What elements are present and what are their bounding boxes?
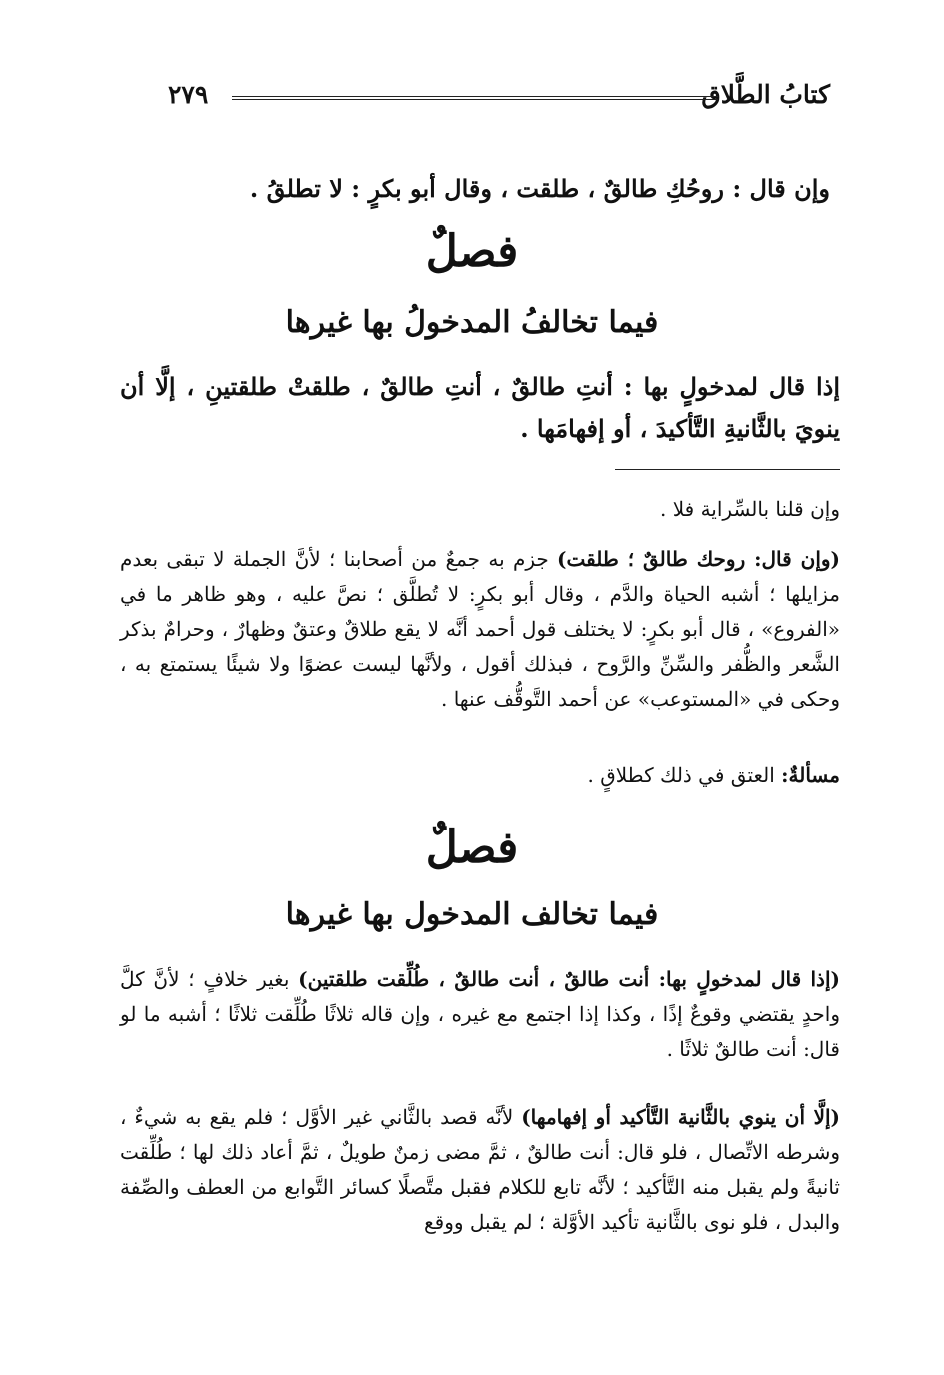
page-number: ٢٧٩ — [168, 80, 209, 109]
fasl-2-p1-lead: (إذا قال لمدخولٍ بها: أنت طالقٌ ، أنت طالقٌ ، طُلِّقت طلقتين) — [298, 967, 840, 991]
fasl-2-p1-rest: بغير خلافٍ ؛ لأنَّ كلَّ واحدٍ يقتضي وقوعٌ إذًا ، وكذا إذا اجتمع مع غيره ، وإن قاله ثلاثًا طُلِّقت ثلاثًا ؛ أشبه ما لو قال: أنت طالقٌ ثلاثًا . — [120, 967, 840, 1061]
commentary-p2-lead: (وإن قال: روحك طالقٌ ؛ طلقت) — [557, 547, 840, 571]
page-header — [150, 76, 830, 116]
fasl-2-title: فصلٌ — [425, 822, 519, 873]
fasl-1-subtitle: فيما تخالفُ المدخولُ بها غيرها — [285, 305, 659, 340]
commentary-p3-rest: العتق في ذلك كطلاقٍ . — [587, 763, 782, 787]
fasl-2-p2-rest: لأنَّه قصد بالثَّاني غير الأوَّل ؛ فلم يقع به شيءٌ ، وشرطه الاتِّصال ، فلو قال: أنت طالقٌ ، ثمَّ مضى زمنٌ طويلٌ ، ثمَّ أعاد ذلك لها ؛ طُلِّقت ثانيةً ولم يقبل منه التَّأكيد ؛ لأنَّه تابع للكلام فقبل متَّصلًا كسائر التَّوابع من العطف والصِّفة والبدل ، فلو نوى بالثَّانية تأكيد الأوَّلة ؛ لم يقبل ووقع — [120, 1105, 840, 1234]
matn-intro: وإن قال : روحُكِ طالقٌ ، طلقت ، وقال أبو بكرٍ : لا تطلقُ . — [249, 174, 830, 203]
commentary-p2-rest: جزم به جمعٌ من أصحابنا ؛ لأنَّ الجملة لا تبقى بعدم مزايلها ؛ أشبه الحياة والدَّم ، وقال أبو بكرٍ: لا تُطلَّق ؛ نصَّ عليه ، وهو ظاهر ما في «الفروع» ، قال أبو بكرٍ: لا يختلف قول أحمد أنَّه لا يقع طلاقٌ وعتقٌ وظهارٌ ، وحرامٌ بذكر الشَّعر والظُّفر والسِّنِّ والرَّوح ، فبذلك أقول ، ولأنَّها ليست عضوًا ولا شيئًا يستمتع به ، وحكى في «المستوعب» عن أحمد التَّوقُّف عنها . — [120, 547, 840, 711]
footnote-separator — [615, 469, 840, 470]
fasl-1-text: إذا قال لمدخولٍ بها : أنتِ طالقٌ ، أنتِ طالقٌ ، طلقتْ طلقتينِ ، إلَّا أن ينويَ بالثَّانيةِ التَّأكيدَ ، أو إفهامَها . — [120, 372, 841, 443]
fasl-2-p2 — [120, 1100, 840, 1240]
fasl-1-title: فصلٌ — [425, 226, 519, 277]
commentary-p3 — [120, 758, 840, 793]
fasl-2-p1 — [120, 962, 840, 1067]
commentary-p2 — [120, 542, 840, 717]
running-title: كتابُ الطَّلاق — [701, 80, 830, 109]
commentary-p3-lead: مسألةٌ: — [781, 763, 840, 787]
commentary-p1: وإن قلنا بالسِّراية فلا . — [660, 497, 840, 521]
fasl-2-p2-lead: (إلَّا أن ينوي بالثَّانية التَّأكيد أو إفهامها) — [521, 1105, 840, 1129]
header-rule — [232, 96, 718, 100]
fasl-2-subtitle: فيما تخالف المدخول بها غيرها — [285, 897, 659, 932]
